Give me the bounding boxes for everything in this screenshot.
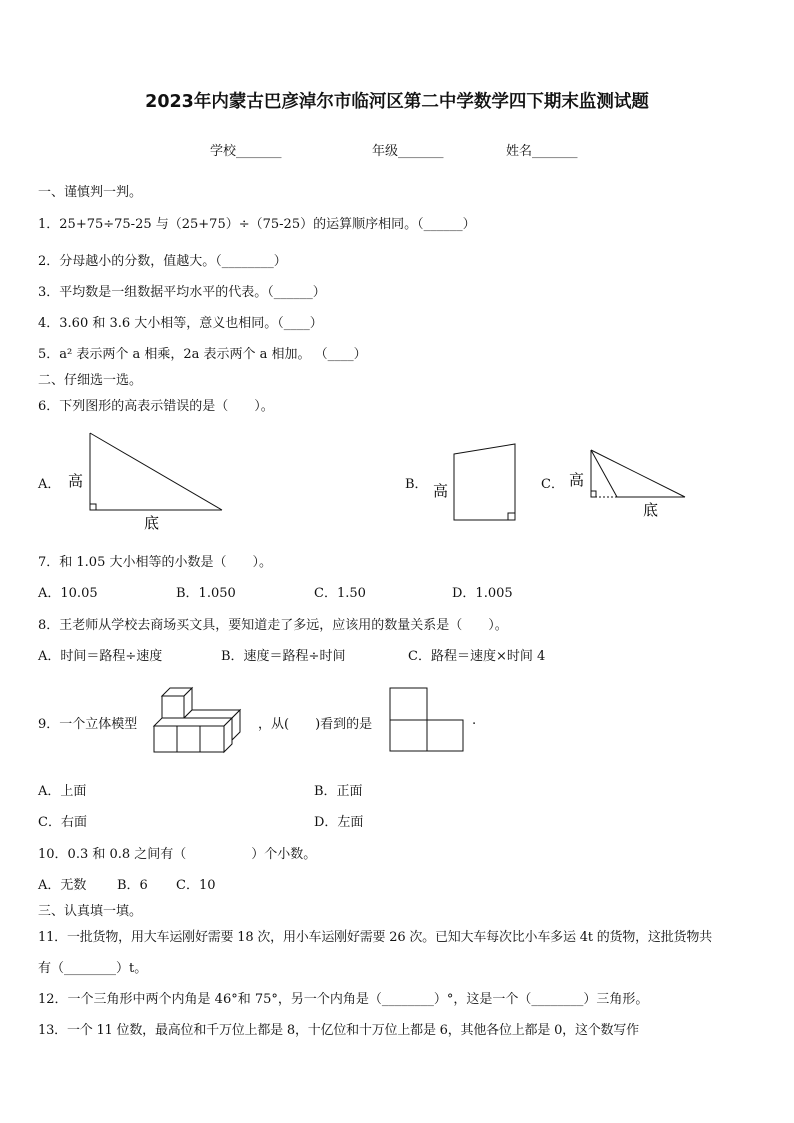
name-field[interactable]: 姓名_______ [506, 144, 578, 159]
question-4: 4．3.60 和 3.6 大小相等，意义也相同。（____） [38, 316, 323, 331]
fig-b-trapezoid [454, 444, 515, 520]
question-3: 3．平均数是一组数据平均水平的代表。（______） [38, 285, 326, 300]
q9-option-c[interactable]: C．右面 [38, 815, 87, 830]
question-6: 6．下列图形的高表示错误的是（ ）。 [38, 399, 274, 414]
section-2-heading: 二、仔细选一选。 [38, 373, 143, 388]
page-title: 2023年内蒙古巴彦淖尔市临河区第二中学数学四下期末监测试题 [145, 92, 649, 112]
question-9-part-2: ，从( )看到的是 [258, 717, 373, 732]
cube-top-front [162, 696, 184, 718]
fig-c-side-2 [591, 450, 685, 497]
fig-c-base-label: 底 [643, 501, 659, 519]
section-1-heading: 一、谨慎判一判。 [38, 185, 143, 200]
q8-option-c[interactable]: C．路程＝速度×时间 4 [408, 649, 546, 664]
front-cube-3 [200, 726, 224, 752]
q6-figure-a [60, 428, 230, 533]
fig-b-right-angle-mark [508, 513, 515, 520]
view-square-bottom-left [390, 720, 427, 751]
q6-figure-c [565, 445, 690, 520]
question-9-part-1: 9．一个立体模型 [38, 717, 138, 732]
fig-c-right-angle-mark [591, 491, 596, 497]
school-field[interactable]: 学校_______ [210, 144, 282, 159]
q8-option-b[interactable]: B．速度＝路程÷时间 [221, 649, 346, 664]
fig-a-high-label: 高 [68, 472, 84, 490]
question-9-part-3: . [472, 713, 477, 728]
fig-a-base-label: 底 [144, 514, 160, 532]
row-top-face [184, 710, 240, 718]
q9-solid-model-figure [150, 686, 246, 758]
front-cube-2 [177, 726, 200, 752]
fig-b-high-label: 高 [433, 482, 449, 500]
q6-option-c-label[interactable]: C． [541, 477, 564, 492]
question-11-line-2: 有（________）t。 [38, 961, 148, 976]
view-square-bottom-right [427, 720, 463, 751]
question-5: 5．a² 表示两个 a 相乘，2a 表示两个 a 相加。 （____） [38, 347, 367, 362]
fig-a-right-angle-mark [90, 504, 96, 510]
question-11-line-1: 11．一批货物，用大车运刚好需要 18 次，用小车运刚好需要 26 次。已知大车每次比小车多运 4t 的货物，这批货物共 [38, 930, 712, 945]
q9-option-b[interactable]: B．正面 [314, 784, 363, 799]
q9-option-a[interactable]: A．上面 [38, 784, 87, 799]
q7-option-a[interactable]: A．10.05 [38, 586, 98, 601]
q10-option-b[interactable]: B．6 [117, 878, 148, 893]
q7-option-c[interactable]: C．1.50 [314, 586, 366, 601]
q9-view-figure [388, 686, 466, 754]
grade-field[interactable]: 年级_______ [372, 144, 444, 159]
question-1: 1．25+75÷75-25 与（25+75）÷（75-25）的运算顺序相同。（______） [38, 217, 476, 232]
q6-option-a-label[interactable]: A． [38, 477, 61, 492]
q7-option-b[interactable]: B．1.050 [176, 586, 236, 601]
front-row-top [154, 718, 232, 726]
q7-option-d[interactable]: D．1.005 [452, 586, 513, 601]
view-square-top [390, 688, 427, 720]
q6-option-b-label[interactable]: B． [405, 477, 428, 492]
question-10: 10．0.3 和 0.8 之间有（ ）个小数。 [38, 847, 317, 862]
q9-option-d[interactable]: D．左面 [314, 815, 364, 830]
question-2: 2．分母越小的分数，值越大。（________） [38, 254, 287, 269]
q8-option-a[interactable]: A．时间＝路程÷速度 [38, 649, 163, 664]
q6-figure-b [430, 438, 520, 523]
front-cube-1 [154, 726, 177, 752]
question-13: 13．一个 11 位数，最高位和千万位上都是 8，十亿位和十万位上都是 6，其他各位上都是 0，这个数写作 [38, 1023, 639, 1038]
question-8: 8．王老师从学校去商场买文具，要知道走了多远，应该用的数量关系是（ ）。 [38, 618, 508, 633]
question-7: 7．和 1.05 大小相等的小数是（ ）。 [38, 555, 272, 570]
fig-c-high-label: 高 [569, 471, 585, 489]
q10-option-c[interactable]: C．10 [176, 878, 216, 893]
q10-option-a[interactable]: A．无数 [38, 878, 87, 893]
section-3-heading: 三、认真填一填。 [38, 904, 143, 919]
question-12: 12．一个三角形中两个内角是 46°和 75°，另一个内角是（________）°，这是一个（________）三角形。 [38, 992, 649, 1007]
fig-a-hypotenuse [90, 433, 222, 510]
